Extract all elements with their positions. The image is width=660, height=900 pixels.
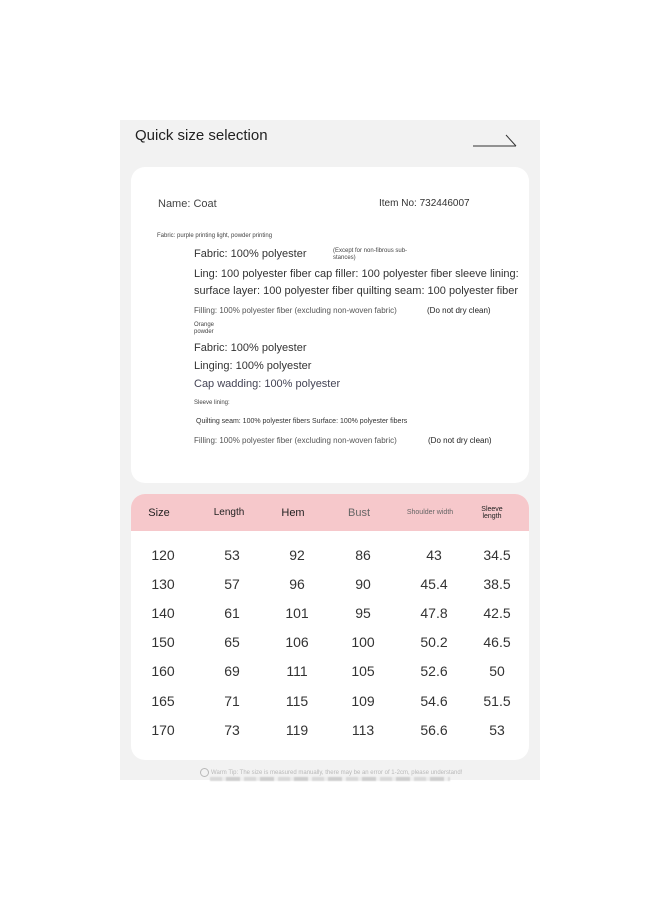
arrow-right-icon[interactable] — [472, 132, 518, 148]
sleeve-lining-label: Sleeve lining: — [194, 400, 230, 406]
info-circle-icon — [200, 768, 209, 777]
table-cell: 73 — [224, 721, 240, 738]
table-cell: 170 — [151, 721, 175, 738]
table-cell: 111 — [286, 663, 308, 680]
table-cell: 53 — [224, 546, 240, 563]
except-note: (Except for non-fibrous sub-stances) — [333, 248, 408, 261]
header-size: Size — [148, 506, 170, 519]
table-cell: 130 — [151, 575, 175, 592]
table-cell: 150 — [151, 634, 175, 651]
table-cell: 54.6 — [420, 692, 448, 709]
table-cell: 42.5 — [483, 604, 511, 621]
table-cell: 56.6 — [420, 721, 448, 738]
table-cell: 95 — [355, 604, 371, 621]
table-cell: 96 — [289, 575, 305, 592]
item-number: Item No: 732446007 — [379, 198, 470, 209]
table-cell: 119 — [285, 721, 309, 738]
table-row — [131, 715, 529, 744]
table-cell: 43 — [426, 546, 442, 563]
table-row — [131, 657, 529, 686]
table-cell: 52.6 — [420, 663, 448, 680]
filling-line-1: Filling: 100% polyester fiber (excluding non-woven fabric) — [194, 306, 397, 315]
cap-wadding-line: Cap wadding: 100% polyester — [194, 378, 341, 390]
warm-tip-text: Warm Tip: The size is measured manually, there may be an error of 1-2cm, please understand! — [211, 770, 463, 777]
table-cell: 50 — [489, 663, 505, 680]
table-cell: 101 — [285, 604, 309, 621]
table-cell: 65 — [224, 634, 240, 651]
table-cell: 106 — [285, 634, 309, 651]
size-table-card — [131, 494, 529, 760]
header-bust: Bust — [347, 506, 370, 519]
warm-tip — [200, 768, 462, 777]
linging-line: Linging: 100% polyester — [194, 360, 312, 372]
table-cell: 57 — [224, 575, 240, 592]
size-selection-panel — [120, 120, 540, 780]
table-row — [131, 540, 529, 569]
blurred-footer-strip — [210, 777, 450, 781]
table-cell: 51.5 — [483, 692, 511, 709]
table-cell: 34.5 — [483, 546, 511, 563]
header-sleeve-length: Sleeve length — [481, 505, 503, 520]
filling-line-2: Filling: 100% polyester fiber (excluding non-woven fabric) — [194, 436, 397, 445]
table-cell: 115 — [285, 692, 309, 709]
table-cell: 90 — [355, 575, 371, 592]
size-table-header — [131, 494, 529, 531]
fabric-line-1: Fabric: 100% polyester — [194, 248, 307, 260]
product-info-card — [131, 167, 529, 483]
table-row — [131, 569, 529, 598]
quilting-line: Quilting seam: 100% polyester fibers Surface: 100% polyester fibers — [196, 418, 408, 425]
product-name: Name: Coat — [158, 198, 217, 210]
table-cell: 165 — [151, 692, 175, 709]
table-cell: 100 — [351, 634, 375, 651]
table-cell: 50.2 — [420, 634, 448, 651]
dry-clean-note-2: (Do not dry clean) — [428, 436, 492, 445]
table-row — [131, 598, 529, 627]
table-cell: 92 — [289, 546, 305, 563]
lining-line-2: surface layer: 100 polyester fiber quilting seam: 100 polyester fiber — [194, 285, 519, 297]
table-cell: 61 — [224, 604, 240, 621]
table-cell: 46.5 — [483, 634, 511, 651]
table-cell: 160 — [151, 663, 175, 680]
fabric-title: Fabric: purple printing light, powder printing — [157, 233, 273, 239]
table-cell: 113 — [351, 721, 375, 738]
lining-line-1: Ling: 100 polyester fiber cap filler: 100 polyester fiber sleeve lining: — [194, 268, 519, 280]
table-cell: 71 — [224, 692, 240, 709]
header-hem: Hem — [281, 506, 305, 519]
table-cell: 86 — [355, 546, 371, 563]
table-cell: 109 — [351, 692, 375, 709]
table-row — [131, 628, 529, 657]
dry-clean-note-1: (Do not dry clean) — [427, 306, 491, 315]
table-cell: 47.8 — [420, 604, 448, 621]
table-cell: 38.5 — [483, 575, 511, 592]
header-length: Length — [213, 507, 245, 518]
fabric-line-2: Fabric: 100% polyester — [194, 342, 307, 354]
table-cell: 105 — [351, 663, 375, 680]
table-cell: 120 — [151, 546, 175, 563]
table-cell: 140 — [151, 604, 175, 621]
orange-label: Orange powder — [194, 322, 215, 335]
table-cell: 45.4 — [420, 575, 448, 592]
table-cell: 53 — [489, 721, 505, 738]
table-row — [131, 686, 529, 715]
table-cell: 69 — [224, 663, 240, 680]
page-title: Quick size selection — [135, 127, 268, 144]
header-shoulder-width: Shoulder width — [406, 509, 454, 516]
